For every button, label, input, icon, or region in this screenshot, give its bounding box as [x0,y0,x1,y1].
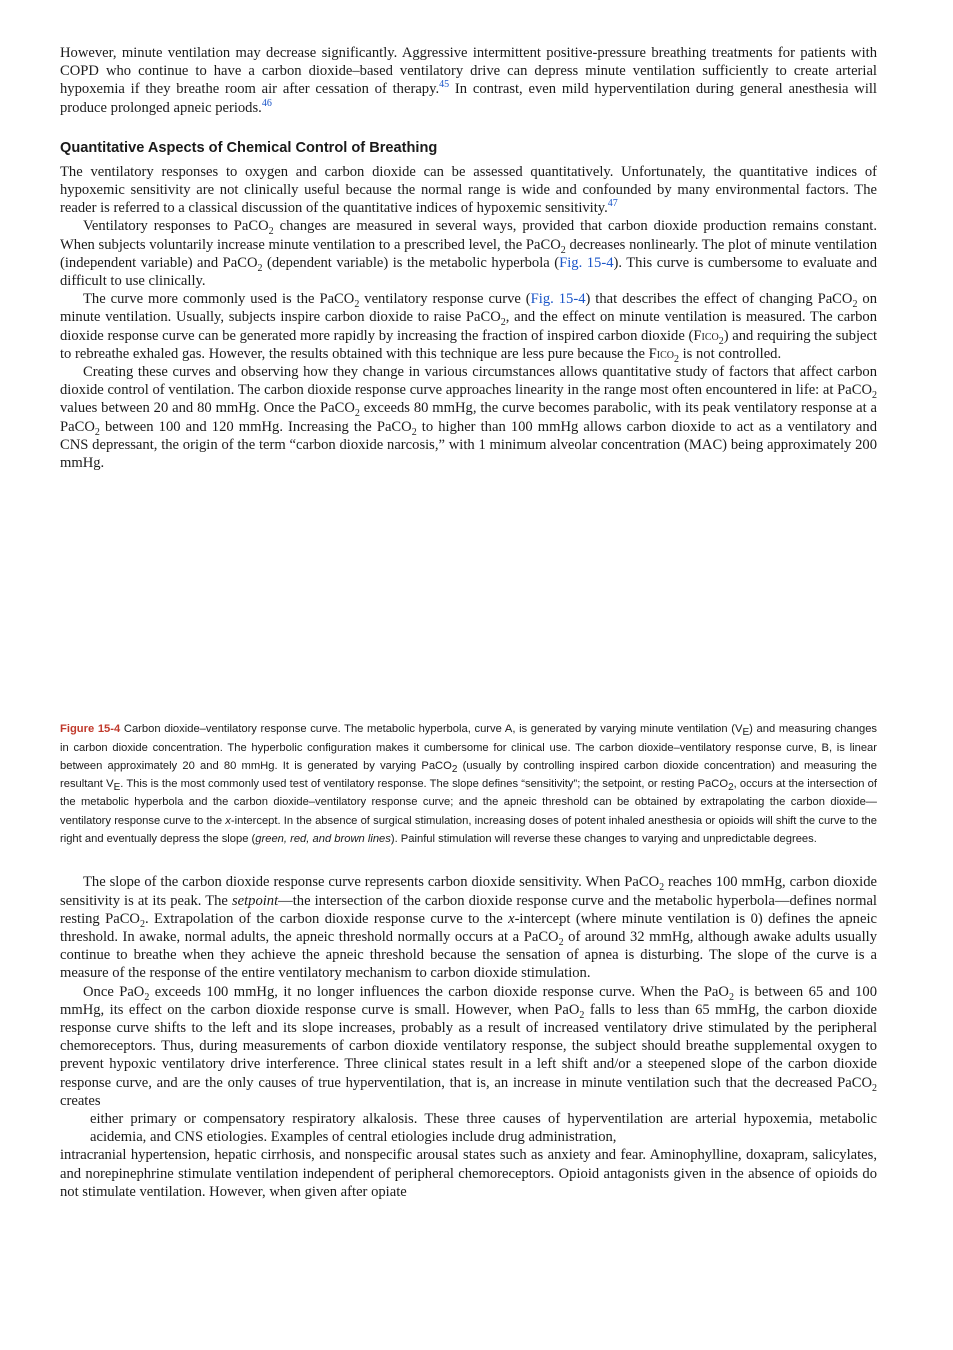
page-content [60,44,877,1201]
paragraph-8: intracranial hypertension, hepatic cirrhosis, and nonspecific arousal states such as anxiety and fear. Aminophylline, doxapram, salicylates, and norepinephrine stimulate ventilation independent of peripheral chemoreceptors. Opioid antagonists given in the absence of opioids do not stimulate ventilation. However, when given after opiate [60,1147,877,1200]
paragraph-intro: However, minute ventilation may decrease significantly. Aggressive intermittent positive-pressure breathing treatments for patients with COPD who continue to have a carbon dioxide–based ventilatory drive can depress minute ventilation sufficiently to create arterial hypoxemia if they breathe room air after cessation of therapy.$^{45}$ In contrast, even mild hyperventilation during general anesthesia will produce prolonged apneic periods.$^{46}$ [60,45,877,116]
figure-link[interactable]: Fig. 15-4 [530,291,586,308]
figure-label: Figure 15-4 [60,723,121,736]
paragraph-5: The slope of the carbon dioxide response curve represents carbon dioxide sensitivity. When PaCO$_2$ reaches 100 mmHg, carbon dioxide sensitivity is at its peak. The setpoint—the intersection of the carbon dioxide response curve and the metabolic hyperbola—defines normal resting PaCO$_2$. Extrapolation of the carbon dioxide response curve to the x-intercept (where minute ventilation is 0) defines the apneic threshold. In awake, normal adults, the apneic threshold normally occurs at a PaCO$_2$ of around 32 mmHg, although awake adults usually continue to breathe when they achieve the apneic threshold because the sensation of apnea is disturbing. The slope of the curve is a measure of the response of the entire ventilatory mechanism to carbon dioxide stimulation. [60,874,878,982]
reference-link[interactable]: 47 [607,198,618,210]
paragraph-2: Ventilatory responses to PaCO$_2$ changes are measured in several ways, provided that carbon dioxide production remains constant. When subjects voluntarily increase minute ventilation to a prescribed level, the PaCO$_2$ decreases nonlinearly. The plot of minute ventilation (independent variable) and PaCO$_2$ (dependent variable) is the metabolic hyperbola (Fig. 15-4). This curve is cumbersome to evaluate and difficult to use clinically. [60,218,878,290]
section-heading: Quantitative Aspects of Chemical Control of Breathing [60,139,438,156]
paragraph-6: Once PaO$_2$ exceeds 100 mmHg, it no longer influences the carbon dioxide response curve. When the PaO$_2$ is between 65 and 100 mmHg, its effect on the carbon dioxide response curve is small. However, when PaO$_2$ falls to less than 65 mmHg, the carbon dioxide response curve shifts to the left and its slope increases, probably as a result of increased ventilatory drive stimulated by the peripheral chemoreceptors. Thus, during measurements of carbon dioxide ventilatory response, the subject should breathe supplemental oxygen to prevent hypoxic ventilatory drive interference. Three clinical states result in a left shift and/or a steepened slope of the carbon dioxide response curve, and are the only causes of true hyperventilation, that is, an increase in minute ventilation such that the decreased PaCO$_2$ creates [60,983,877,1109]
paragraph-7: either primary or compensatory respiratory alkalosis. These three causes of hyperventilation are arterial hypoxemia, metabolic acidemia, and CNS etiologies. Examples of central etiologies include drug administration, [90,1110,877,1146]
reference-link[interactable]: 46 [261,97,272,109]
figure-area [60,472,877,720]
paragraph-4: Creating these curves and observing how they change in various circumstances allows quantitative study of factors that affect carbon dioxide control of ventilation. The carbon dioxide response curve approaches linearity in the range most often encountered in life: at PaCO$_2$ values between 20 and 80 mmHg. Once the PaCO$_2$ exceeds 80 mmHg, the curve becomes parabolic, with its peak ventilatory response at a PaCO$_2$ between 100 and 120 mmHg. Increasing the PaCO$_2$ to higher than 100 mmHg allows carbon dioxide to act as a ventilatory and CNS depressant, the origin of the term “carbon dioxide narcosis,” with 1 minimum alveolar concentration (MAC) being approximately 200 mmHg. [60,364,877,472]
paragraph-1: The ventilatory responses to oxygen and carbon dioxide can be assessed quantitatively. Unfortunately, the quantitative indices of hypoxemic sensitivity are not clinically useful because the normal range is wide and confounded by many environmental factors. The reader is referred to a classical discussion of the quantitative indices of hypoxemic sensitivity.$^{47}$ [60,163,877,217]
figure-link[interactable]: Fig. 15-4 [559,254,614,271]
figure-caption: Figure 15-4 Carbon dioxide–ventilatory response curve. The metabolic hyperbola, curve A, is generated by varying minute ventilation $(V_E)$ and measuring changes in carbon dioxide concentration. The hyperbolic configuration makes it cumbersome for clinical use. The carbon dioxide–ventilatory response curve, B, is linear between approximately 20 and 80 mmHg. It is generated by varying PaCO$_2$ (usually by controlling inspired carbon dioxide concentration) and measuring the resultant $V_E$. This is the most commonly used test of ventilatory response. The slope defines “sensitivity”; the setpoint, or resting PaCO$_2$, occurs at the intersection of the metabolic hyperbola and the carbon dioxide–ventilatory response curve; and the apneic threshold can be obtained by extrapolating the carbon dioxide—ventilatory response curve to the x-intercept. In the absence of surgical stimulation, increasing doses of potent inhaled anesthesia or opioids will shift the curve to the right and eventually depress the slope (green, red, and brown lines). Painful stimulation will reverse these changes to varying and unpredictable degrees. [60,723,878,846]
paragraph-3: The curve more commonly used is the PaCO$_2$ ventilatory response curve (Fig. 15-4) that describes the effect of changing PaCO$_2$ on minute ventilation. Usually, subjects inspire carbon dioxide to raise PaCO$_2$, and the effect on minute ventilation is measured. The carbon dioxide response curve can be generated more rapidly by increasing the fraction of inspired carbon dioxide (Fico$_2$) and requiring the subject to rebreathe exhaled gas. However, the results obtained with this technique are less pure because the Fico$_2$ is not controlled. [60,291,878,365]
reference-link[interactable]: 45 [439,79,450,91]
